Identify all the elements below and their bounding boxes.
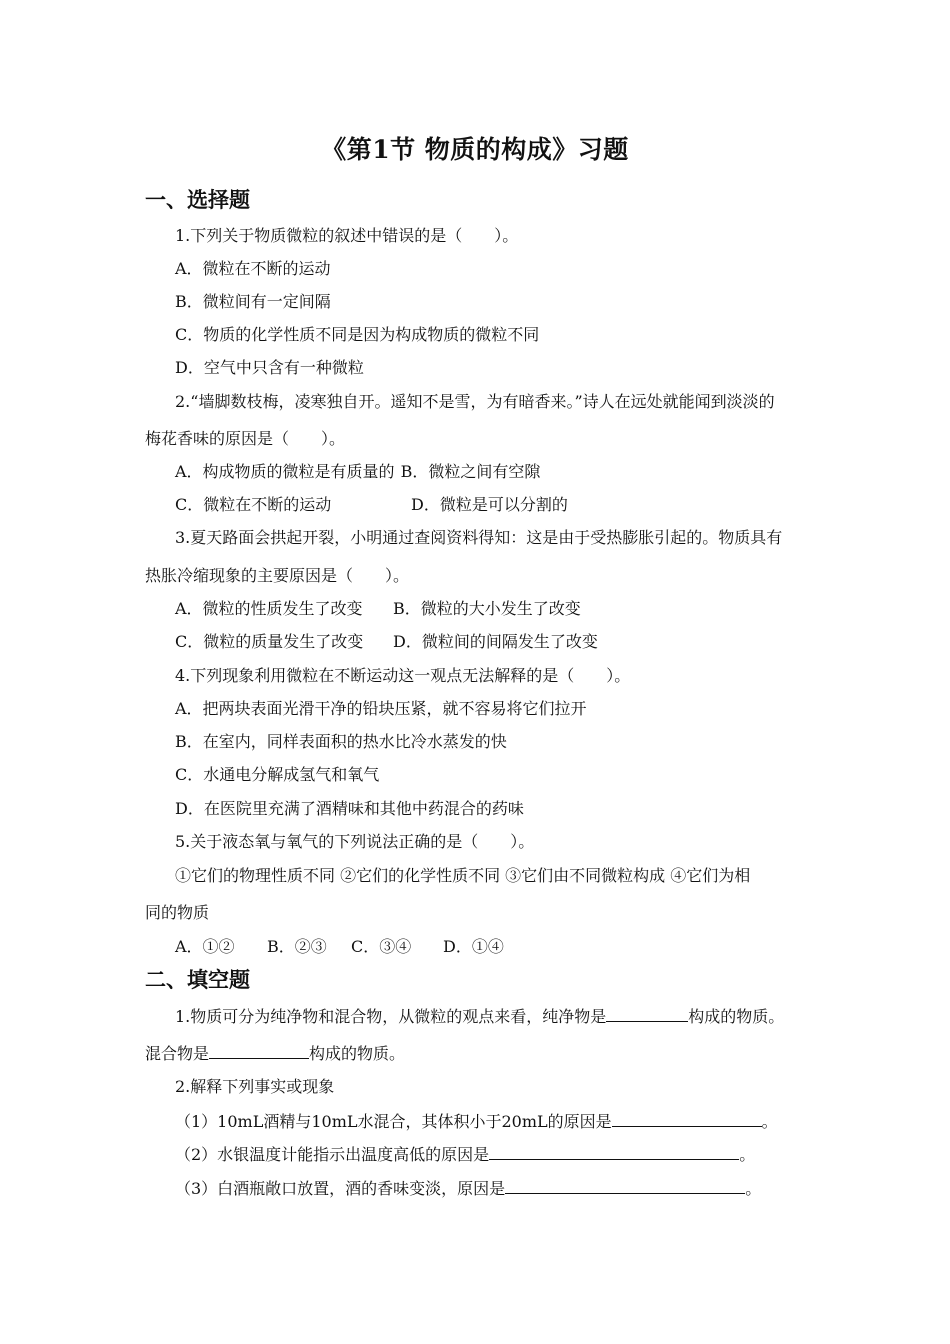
- section-heading-choice: 一、选择题: [145, 187, 250, 212]
- q3-option-b: B．微粒的大小发生了改变: [393, 599, 581, 618]
- q4-stem: 4.下列现象利用微粒在不断运动这一观点无法解释的是（ ）。: [175, 666, 631, 685]
- fill-q1-line2: [145, 1040, 405, 1067]
- fill-q2-blank-1[interactable]: [612, 1108, 762, 1127]
- q2-option-c: C．微粒在不断的运动: [175, 495, 332, 514]
- fill-q2-sub2-text: （2）水银温度计能指示出温度高低的原因是: [175, 1145, 490, 1164]
- q4-option-d: D．在医院里充满了酒精味和其他中药混合的药味: [175, 799, 524, 818]
- q1-option-c: C．物质的化学性质不同是因为构成物质的微粒不同: [175, 325, 540, 344]
- fill-q2-sub2: [175, 1141, 755, 1168]
- fill-q2-blank-3[interactable]: [505, 1175, 745, 1194]
- q3-stem-line2: 热胀冷缩现象的主要原因是（ ）。: [145, 566, 410, 585]
- q5-statements-line1: ①它们的物理性质不同 ②它们的化学性质不同 ③它们由不同微粒构成 ④它们为相: [175, 866, 751, 885]
- fill-q1-text-a: 1.物质可分为纯净物和混合物，从微粒的观点来看，纯净物是: [175, 1007, 607, 1026]
- fill-q2-sub3-text: （3）白酒瓶敞口放置，酒的香味变淡，原因是: [175, 1179, 506, 1198]
- fill-q2-sub2-end: 。: [739, 1145, 756, 1164]
- q3-option-c: C．微粒的质量发生了改变: [175, 632, 364, 651]
- q5-option-a: A．①②: [175, 937, 235, 956]
- fill-q2-sub3-end: 。: [745, 1179, 762, 1198]
- fill-q1-blank-1[interactable]: [606, 1003, 688, 1022]
- fill-q2-sub1: [175, 1108, 778, 1135]
- fill-q2-blank-2[interactable]: [489, 1141, 739, 1160]
- q2-stem-line2: 梅花香味的原因是（ ）。: [145, 429, 346, 448]
- fill-q1-text-d: 构成的物质。: [309, 1044, 406, 1063]
- fill-q1-blank-2[interactable]: [209, 1040, 309, 1059]
- q3-option-a: A．微粒的性质发生了改变: [175, 599, 363, 618]
- q1-option-b: B．微粒间有一定间隔: [175, 292, 331, 311]
- q3-option-d: D．微粒间的间隔发生了改变: [393, 632, 598, 651]
- q2-stem-line1: 2.“墙脚数枝梅，凌寒独自开。遥知不是雪，为有暗香来。”诗人在远处就能闻到淡淡的: [175, 392, 775, 411]
- page-title: 《第1节 物质的构成》习题: [321, 135, 629, 164]
- fill-q1-text-b: 构成的物质。: [688, 1007, 785, 1026]
- q5-option-row: [175, 934, 504, 960]
- q5-option-c: C．③④: [351, 937, 412, 956]
- fill-q2-stem: 2.解释下列事实或现象: [175, 1077, 335, 1096]
- q3-option-row1: [175, 596, 581, 622]
- q5-option-b: B．②③: [267, 937, 327, 956]
- q1-option-a: A．微粒在不断的运动: [175, 259, 331, 278]
- q2-option-row2: [175, 492, 568, 518]
- q4-option-c: C．水通电分解成氢气和氧气: [175, 765, 380, 784]
- q4-option-b: B．在室内，同样表面积的热水比冷水蒸发的快: [175, 732, 507, 751]
- q5-stem: 5.关于液态氧与氧气的下列说法正确的是（ ）。: [175, 832, 535, 851]
- q4-option-a: A．把两块表面光滑干净的铅块压紧，就不容易将它们拉开: [175, 699, 587, 718]
- q3-option-row2: [175, 629, 598, 655]
- q1-option-d: D．空气中只含有一种微粒: [175, 358, 364, 377]
- q2-option-b: B．微粒之间有空隙: [400, 462, 541, 481]
- q3-stem-line1: 3.夏天路面会拱起开裂，小明通过查阅资料得知：这是由于受热膨胀引起的。物质具有: [175, 528, 783, 547]
- q5-statements-line2: 同的物质: [145, 903, 210, 922]
- fill-q1-text-c: 混合物是: [145, 1044, 210, 1063]
- fill-q2-sub1-end: 。: [761, 1112, 778, 1131]
- q2-option-row1: [175, 459, 540, 485]
- q2-option-a: A．构成物质的微粒是有质量的: [175, 462, 395, 481]
- q1-stem: 1.下列关于物质微粒的叙述中错误的是（ ）。: [175, 226, 519, 245]
- fill-q2-sub3: [175, 1175, 761, 1202]
- fill-q2-sub1-text: （1）10mL酒精与10mL水混合，其体积小于20mL的原因是: [175, 1112, 612, 1131]
- section-heading-fill: 二、填空题: [145, 967, 250, 992]
- q5-option-d: D．①④: [443, 937, 504, 956]
- q2-option-d: D．微粒是可以分割的: [411, 495, 568, 514]
- fill-q1-line1: [175, 1003, 784, 1030]
